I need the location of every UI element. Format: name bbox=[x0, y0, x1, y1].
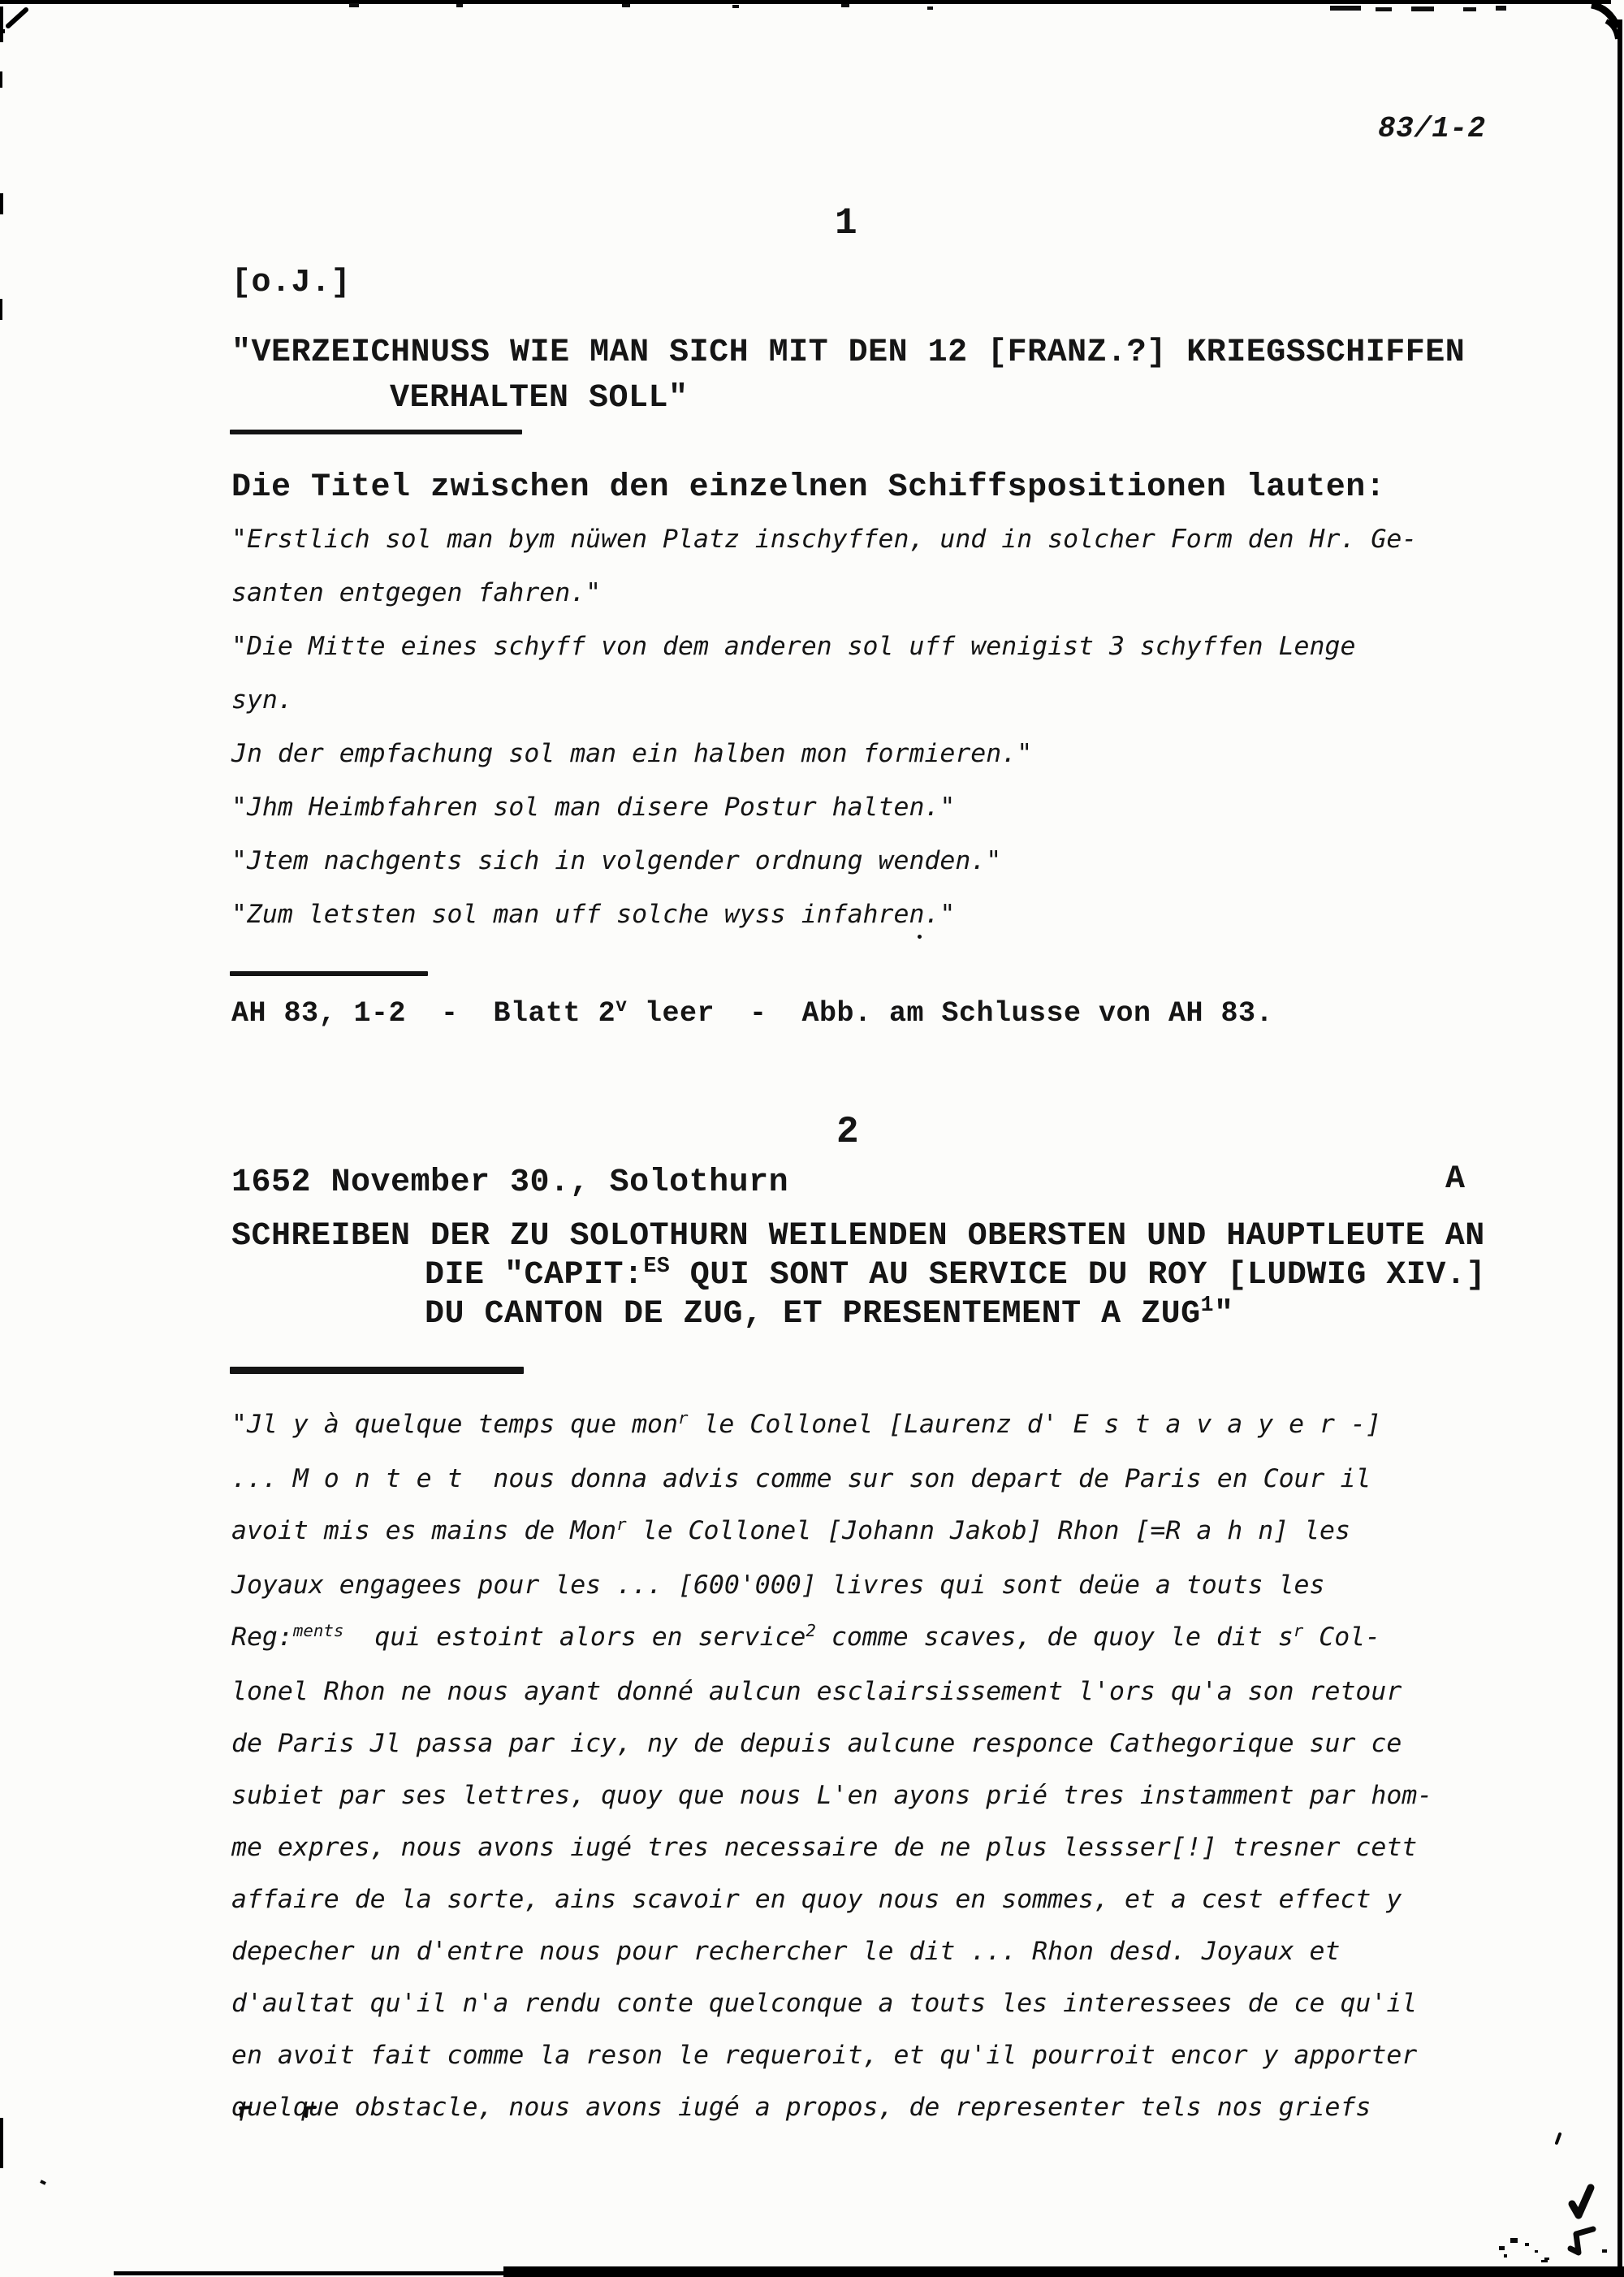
text-line: Reg:$^{ments}$ qui estoint alors en service$^2$ comme scaves, de quoy le dit $s^r$ Col- bbox=[231, 1621, 1381, 1652]
text-line: Joyaux engagees pour les ... [600'000] livres qui sont deüe a touts les bbox=[231, 1571, 1325, 1600]
text-line: d'aultat qu'il n'a rendu conte quelconque a touts les interessees de ce qu'il bbox=[231, 1989, 1418, 2018]
text-line: avoit mis es mains de Mon$^r$ le Collonel [Johann Jakob] Rhon [=R a h n] les bbox=[231, 1514, 1350, 1545]
text-line: subiet par ses lettres, quoy que nous L'en ayons prié tres instamment par hom- bbox=[231, 1781, 1433, 1810]
section2-heading-line1: SCHREIBEN DER ZU SOLOTHURN WEILENDEN OBERSTEN UND HAUPTLEUTE AN bbox=[231, 1218, 1485, 1255]
text-line: santen entgegen fahren." bbox=[231, 578, 602, 607]
text-line: en avoit fait comme la reson le requeroit, et qu'il pourroit encor y apporter bbox=[231, 2041, 1418, 2070]
text-line: "Jhm Heimbfahren sol man disere Postur halten." bbox=[231, 793, 956, 822]
scan-dust-cluster bbox=[1499, 2238, 1607, 2262]
superscript: r bbox=[616, 1514, 627, 1535]
handwritten-hook-mark bbox=[1570, 2229, 1593, 2253]
text-line: ... M o n t e t nous donna advis comme sur son depart de Paris en Cour il bbox=[231, 1464, 1371, 1493]
superscript: 2 bbox=[806, 1621, 816, 1641]
superscript: 1 bbox=[1200, 1293, 1214, 1318]
text-line: affaire de la sorte, ains scavoir en quoy nous en sommes, et a cest effect y bbox=[231, 1885, 1402, 1914]
scan-corner-mark-top-left bbox=[2, 10, 26, 33]
text-line: quelque obstacle, nous avons iugé a propos, de representer tels nos griefs bbox=[231, 2093, 1371, 2122]
section2-dateline: 1652 November 30., Solothurn bbox=[231, 1164, 789, 1201]
text-line: "Jtem nachgents sich in volgender ordnung wenden." bbox=[231, 846, 1002, 875]
section1-title-line2: VERHALTEN SOLL" bbox=[390, 380, 689, 417]
scan-speck bbox=[1557, 2134, 1560, 2143]
section1-lead: Die Titel zwischen den einzelnen Schiffspositionen lauten: bbox=[231, 469, 1386, 506]
archive-ref: 83/1-2 bbox=[1378, 112, 1486, 145]
text-line: depecher un d'entre nous pour rechercher le dit ... Rhon desd. Joyaux et bbox=[231, 1937, 1341, 1966]
text-line: lonel Rhon ne nous ayant donné aulcun esclairsissement l'ors qu'a son retour bbox=[231, 1677, 1402, 1706]
superscript: ES bbox=[643, 1254, 671, 1279]
text-line: "Jl y à quelque temps que mon$^r$ le Collonel [Laurenz d' E s t a v a y e r -] bbox=[231, 1408, 1381, 1439]
scan-speck bbox=[41, 2181, 45, 2184]
section2-heading-line2: DIE "CAPIT:$^{ES}$ QUI SONT AU SERVICE DU ROY [LUDWIG XIV.] bbox=[425, 1254, 1486, 1294]
scan-corner-curl-top-right bbox=[1592, 5, 1618, 39]
text-line: Jn der empfachung sol man ein halben mon formieren." bbox=[231, 739, 1033, 768]
text-line: me expres, nous avons iugé tres necessaire de ne plus lessser[!] tresner cett bbox=[231, 1833, 1418, 1862]
checkmark-icon bbox=[1572, 2188, 1591, 2215]
text-line: de Paris Jl passa par icy, ny de depuis aulcune responce Cathegorique sur ce bbox=[231, 1729, 1402, 1758]
section2-number: 2 bbox=[836, 1111, 860, 1153]
section1-date-note: [o.J.] bbox=[231, 265, 352, 301]
superscript: r bbox=[1293, 1621, 1304, 1641]
section2-marginal-letter: A bbox=[1445, 1161, 1466, 1198]
section1-title-line1: "VERZEICHNUSS WIE MAN SICH MIT DEN 12 [FRANZ.?] KRIEGSSCHIFFEN bbox=[231, 335, 1466, 371]
scan-tick-marks bbox=[240, 2107, 315, 2116]
section1-source-note: AH 83, 1-2 - Blatt 2$^v$ leer - Abb. am Schlusse von AH 83. bbox=[231, 996, 1274, 1030]
section1-number: 1 bbox=[835, 202, 858, 244]
superscript: ments bbox=[292, 1621, 344, 1641]
superscript: v bbox=[615, 996, 628, 1017]
text-line: "Die Mitte eines schyff von dem anderen sol uff wenigist 3 schyffen Lenge bbox=[231, 632, 1356, 661]
text-line: "Zum letsten sol man uff solche wyss infahren." bbox=[231, 900, 956, 929]
section2-heading-line3: DU CANTON DE ZUG, ET PRESENTEMENT A ZUG$^1$" bbox=[425, 1293, 1234, 1333]
text-line: "Erstlich sol man bym nüwen Platz inschyffen, und in solcher Form den Hr. Ge- bbox=[231, 525, 1418, 554]
text-line: syn. bbox=[231, 685, 293, 715]
superscript: r bbox=[677, 1408, 689, 1428]
